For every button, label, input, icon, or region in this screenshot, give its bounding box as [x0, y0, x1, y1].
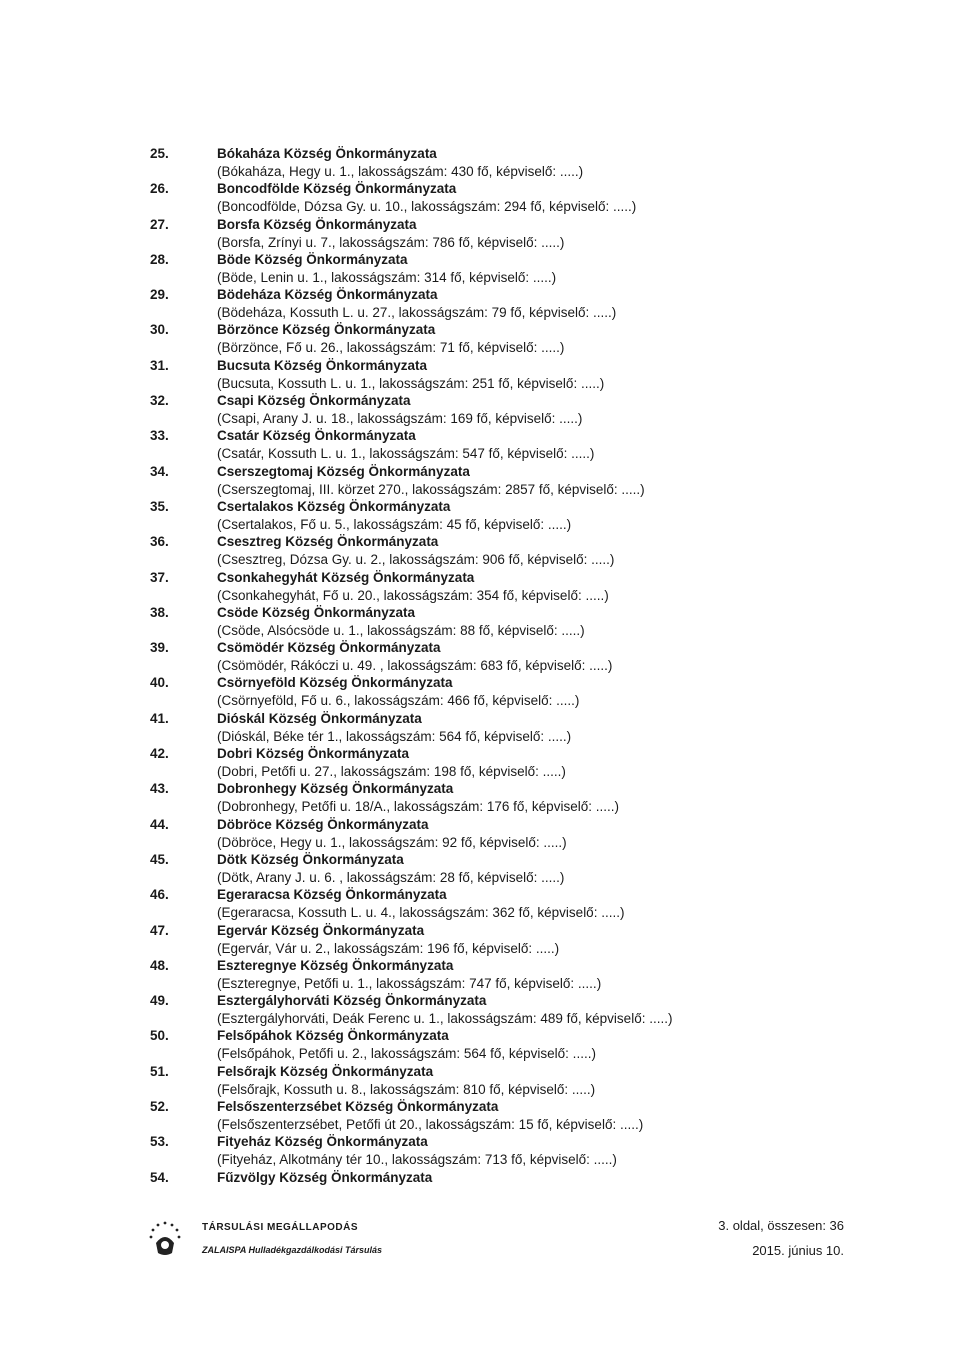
list-item: [0, 778, 960, 813]
entry-name: Dötk Község Önkormányzata: [217, 851, 404, 867]
entry-name: Bókaháza Község Önkormányzata: [217, 146, 437, 161]
entry-address: (Felsőpáhok, Petőfi u. 2., lakosságszám: 564 fő, képviselő: .....): [217, 1046, 596, 1062]
entry-name: Csörnyeföld Község Önkormányzata: [217, 675, 453, 691]
entry-number: 36.: [150, 534, 169, 550]
list-item: [0, 814, 960, 849]
entry-address: (Csertalakos, Fő u. 5., lakosságszám: 45 fő, képviselő: .....): [217, 516, 572, 532]
entry-name: Felsőszenterzsébet Község Önkormányzata: [217, 1099, 499, 1115]
entry-number: 40.: [150, 675, 169, 691]
list-item: [0, 1025, 960, 1060]
entry-address: (Esztergályhorváti, Deák Ferenc u. 1., lakosságszám: 489 fő, képviselő: .....): [217, 1011, 673, 1027]
entry-address: (Csöde, Alsócsöde u. 1., lakosságszám: 88 fő, képviselő: .....): [217, 622, 585, 638]
entry-address: (Csonkahegyhát, Fő u. 20., lakosságszám: 354 fő, képviselő: .....): [217, 587, 609, 603]
entry-number: 52.: [150, 1099, 169, 1115]
entry-number: 42.: [150, 746, 169, 762]
entry-number: 34.: [150, 463, 169, 479]
entry-address: (Cserszegtomaj, III. körzet 270., lakosságszám: 2857 fő, képviselő: .....): [217, 481, 645, 497]
list-item: [0, 955, 960, 990]
entry-name: Dobronhegy Község Önkormányzata: [217, 781, 454, 797]
page-footer: [0, 1205, 960, 1285]
entry-address: (Bödeháza, Kossuth L. u. 27., lakosságszám: 79 fő, képviselő: .....): [217, 305, 617, 321]
entry-number: 37.: [150, 569, 169, 585]
entry-number: 30.: [150, 322, 169, 338]
entry-address: (Csatár, Kossuth L. u. 1., lakosságszám: 547 fő, képviselő: .....): [217, 446, 595, 462]
entry-number: 45.: [150, 851, 169, 867]
entry-number: 44.: [150, 816, 169, 832]
logo-emblem-icon: [146, 1219, 184, 1259]
entry-number: 46.: [150, 887, 169, 903]
list-item: [0, 637, 960, 672]
list-item: [0, 602, 960, 637]
list-item: [0, 214, 960, 249]
list-item: [0, 284, 960, 319]
entry-address: (Dióskál, Béke tér 1., lakosságszám: 564 fő, képviselő: .....): [217, 728, 572, 744]
entry-name: Bucsuta Község Önkormányzata: [217, 357, 428, 373]
list-item: [0, 178, 960, 213]
entry-number: 54.: [150, 1169, 169, 1185]
entry-name: Felsőpáhok Község Önkormányzata: [217, 1028, 449, 1044]
entry-address: (Bókaháza, Hegy u. 1., lakosságszám: 430 fő, képviselő: .....): [217, 164, 584, 179]
list-item: [0, 143, 960, 178]
list-item: [0, 1096, 960, 1131]
entry-name: Csöde Község Önkormányzata: [217, 604, 416, 620]
entry-name: Döbröce Község Önkormányzata: [217, 816, 429, 832]
entry-name: Eszteregnye Község Önkormányzata: [217, 957, 454, 973]
entry-name: Dióskál Község Önkormányzata: [217, 710, 422, 726]
list-item: [0, 1131, 960, 1166]
footer-title: TÁRSULÁSI MEGÁLLAPODÁS: [202, 1222, 358, 1233]
list-item: [0, 1061, 960, 1096]
list-item: [0, 531, 960, 566]
entry-name: Egeraracsa Község Önkormányzata: [217, 887, 447, 903]
list-item: [0, 672, 960, 707]
entry-address: (Boncodfölde, Dózsa Gy. u. 10., lakosságszám: 294 fő, képviselő: .....): [217, 199, 637, 215]
entry-address: (Csapi, Arany J. u. 18., lakosságszám: 169 fő, képviselő: .....): [217, 411, 583, 427]
entry-name: Csapi Község Önkormányzata: [217, 393, 411, 409]
entry-number: 35.: [150, 498, 169, 514]
entry-name: Böde Község Önkormányzata: [217, 251, 408, 267]
list-item: [0, 849, 960, 884]
list-item: [0, 708, 960, 743]
entry-address: (Börzönce, Fő u. 26., lakosságszám: 71 fő, képviselő: .....): [217, 340, 565, 356]
entry-address: (Fityeház, Alkotmány tér 10., lakosságszám: 713 fő, képviselő: .....): [217, 1152, 617, 1168]
entry-address: (Csömödér, Rákóczi u. 49. , lakosságszám: 683 fő, képviselő: .....): [217, 658, 613, 674]
footer-subtitle: ZALAISPA Hulladékgazdálkodási Társulás: [202, 1245, 383, 1255]
list-item: [0, 425, 960, 460]
list-item: [0, 567, 960, 602]
entry-number: 25.: [150, 146, 169, 161]
entry-name: Cserszegtomaj Község Önkormányzata: [217, 463, 470, 479]
entry-number: 28.: [150, 251, 169, 267]
entry-name: Csonkahegyhát Község Önkormányzata: [217, 569, 475, 585]
entry-address: (Felsőszenterzsébet, Petőfi út 20., lakosságszám: 15 fő, képviselő: .....): [217, 1117, 644, 1133]
entry-address: (Dobri, Petőfi u. 27., lakosságszám: 198 fő, képviselő: .....): [217, 764, 566, 780]
entry-number: 38.: [150, 604, 169, 620]
entry-address: (Egeraracsa, Kossuth L. u. 4., lakosságszám: 362 fő, képviselő: .....): [217, 905, 625, 921]
entry-name: Felsőrajk Község Önkormányzata: [217, 1063, 434, 1079]
list-item: [0, 390, 960, 425]
entry-number: 47.: [150, 922, 169, 938]
entry-address: (Egervár, Vár u. 2., lakosságszám: 196 fő, képviselő: .....): [217, 940, 560, 956]
entry-name: Borsfa Község Önkormányzata: [217, 216, 417, 232]
entry-name: Csömödér Község Önkormányzata: [217, 640, 441, 656]
entry-number: 31.: [150, 357, 169, 373]
entry-name: Csesztreg Község Önkormányzata: [217, 534, 439, 550]
entry-address: (Eszteregnye, Petőfi u. 1., lakosságszám: 747 fő, képviselő: .....): [217, 975, 602, 991]
list-item: [0, 920, 960, 955]
footer-date: 2015. június 10.: [752, 1243, 844, 1258]
entry-address: (Bucsuta, Kossuth L. u. 1., lakosságszám: 251 fő, képviselő: .....): [217, 375, 605, 391]
entry-address: (Dobronhegy, Petőfi u. 18/A., lakosságszám: 176 fő, képviselő: .....): [217, 799, 619, 815]
entry-number: 48.: [150, 957, 169, 973]
entry-address: (Csörnyeföld, Fő u. 6., lakosságszám: 466 fő, képviselő: .....): [217, 693, 580, 709]
entry-name: Fityeház Község Önkormányzata: [217, 1134, 428, 1150]
entry-name: Esztergályhorváti Község Önkormányzata: [217, 993, 487, 1009]
entry-name: Börzönce Község Önkormányzata: [217, 322, 436, 338]
list-item: [0, 990, 960, 1025]
entry-name: Egervár Község Önkormányzata: [217, 922, 425, 938]
entry-number: 32.: [150, 393, 169, 409]
entry-address: (Csesztreg, Dózsa Gy. u. 2., lakosságszám: 906 fő, képviselő: .....): [217, 552, 615, 568]
list-item: [0, 355, 960, 390]
list-item: [0, 1167, 960, 1202]
list-item: [0, 461, 960, 496]
entry-number: 53.: [150, 1134, 169, 1150]
entry-number: 33.: [150, 428, 169, 444]
entry-address: (Borsfa, Zrínyi u. 7., lakosságszám: 786 fő, képviselő: .....): [217, 234, 565, 250]
entry-name: Csertalakos Község Önkormányzata: [217, 498, 451, 514]
entry-name: Dobri Község Önkormányzata: [217, 746, 410, 762]
list-item: [0, 319, 960, 354]
entry-name: Boncodfölde Község Önkormányzata: [217, 181, 457, 197]
entry-number: 43.: [150, 781, 169, 797]
entry-name: Bödeháza Község Önkormányzata: [217, 287, 438, 303]
entry-name: Csatár Község Önkormányzata: [217, 428, 416, 444]
entry-number: 49.: [150, 993, 169, 1009]
municipality-list: [0, 143, 960, 1202]
entry-number: 26.: [150, 181, 169, 197]
list-item: [0, 249, 960, 284]
list-item: [0, 884, 960, 919]
list-item: [0, 743, 960, 778]
entry-address: (Döbröce, Hegy u. 1., lakosságszám: 92 fő, képviselő: .....): [217, 834, 567, 850]
entry-name: Fűzvölgy Község Önkormányzata: [217, 1169, 433, 1185]
list-item: [0, 496, 960, 531]
entry-number: 41.: [150, 710, 169, 726]
entry-number: 29.: [150, 287, 169, 303]
entry-number: 39.: [150, 640, 169, 656]
entry-address: (Felsőrajk, Kossuth u. 8., lakosságszám: 810 fő, képviselő: .....): [217, 1081, 596, 1097]
entry-number: 51.: [150, 1063, 169, 1079]
entry-number: 50.: [150, 1028, 169, 1044]
entry-address: (Böde, Lenin u. 1., lakosságszám: 314 fő, képviselő: .....): [217, 269, 557, 285]
entry-address: (Dötk, Arany J. u. 6. , lakosságszám: 28 fő, képviselő: .....): [217, 869, 565, 885]
page-number: 3. oldal, összesen: 36: [718, 1218, 844, 1233]
entry-number: 27.: [150, 216, 169, 232]
